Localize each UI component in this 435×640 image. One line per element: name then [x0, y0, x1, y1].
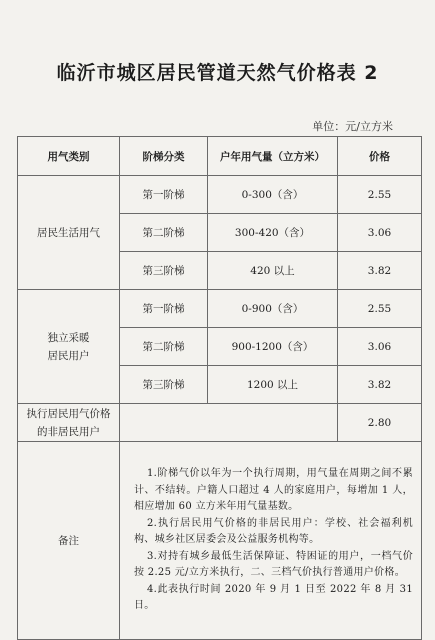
price-cell: 2.55	[338, 290, 422, 328]
nonresident-label-cell	[18, 404, 120, 442]
note-item: 2.执行居民用气价格的非居民用户：学校、社会福利机构、城乡社区居委会及公益服务机构等。	[134, 517, 413, 546]
tier-cell: 第二阶梯	[120, 328, 208, 366]
nonresident-label-line: 执行居民用气价格	[26, 407, 111, 420]
page-title: 临沂市城区居民管道天然气价格表 2	[56, 62, 379, 84]
note-item: 4.此表执行时间 2020 年 9 月 1 日至 2022 年 8 月 31 日。	[134, 583, 413, 612]
volume-cell: 1200 以上	[208, 366, 338, 404]
price-table	[17, 136, 422, 640]
price-cell: 3.82	[338, 366, 422, 404]
notes-cell	[120, 442, 422, 640]
table-row	[18, 404, 422, 442]
tier-cell: 第一阶梯	[120, 176, 208, 214]
volume-cell: 0-300（含）	[208, 176, 338, 214]
price-cell: 2.55	[338, 176, 422, 214]
header-category: 用气类别	[18, 137, 120, 176]
note-item: 3.对持有城乡最低生活保障证、特困证的用户，一档气价按 2.25 元/立方米执行，二、三档气价执行普通用户价格。	[134, 550, 413, 579]
header-tier: 阶梯分类	[120, 137, 208, 176]
price-cell: 3.06	[338, 328, 422, 366]
price-cell: 3.82	[338, 252, 422, 290]
volume-cell: 420 以上	[208, 252, 338, 290]
header-volume: 户年用气量（立方米）	[208, 137, 338, 176]
tier-cell: 第一阶梯	[120, 290, 208, 328]
category-line: 独立采暖	[47, 331, 90, 344]
volume-cell: 300-420（含）	[208, 214, 338, 252]
table-row	[18, 176, 422, 214]
notes-row	[18, 442, 422, 640]
price-cell: 3.06	[338, 214, 422, 252]
tier-cell: 第二阶梯	[120, 214, 208, 252]
volume-cell: 0-900（含）	[208, 290, 338, 328]
category-cell	[18, 290, 120, 404]
table-row	[18, 290, 422, 328]
volume-cell: 900-1200（含）	[208, 328, 338, 366]
header-row	[18, 137, 422, 176]
category-cell: 居民生活用气	[18, 176, 120, 290]
tier-cell: 第三阶梯	[120, 252, 208, 290]
price-cell: 2.80	[338, 404, 422, 442]
note-item: 1.阶梯气价以年为一个执行周期，用气量在周期之间不累计、不结转。户籍人口超过 4 人的家庭用户，每增加 1 人，相应增加 60 立方米年用气量基数。	[134, 468, 413, 513]
tier-cell: 第三阶梯	[120, 366, 208, 404]
header-price: 价格	[338, 137, 422, 176]
unit-label: 单位：元/立方米	[312, 120, 393, 133]
notes-label-cell: 备注	[18, 442, 120, 640]
category-line: 居民用户	[47, 349, 90, 362]
nonresident-label-line: 的非居民用户	[37, 425, 100, 438]
empty-cell	[120, 404, 338, 442]
